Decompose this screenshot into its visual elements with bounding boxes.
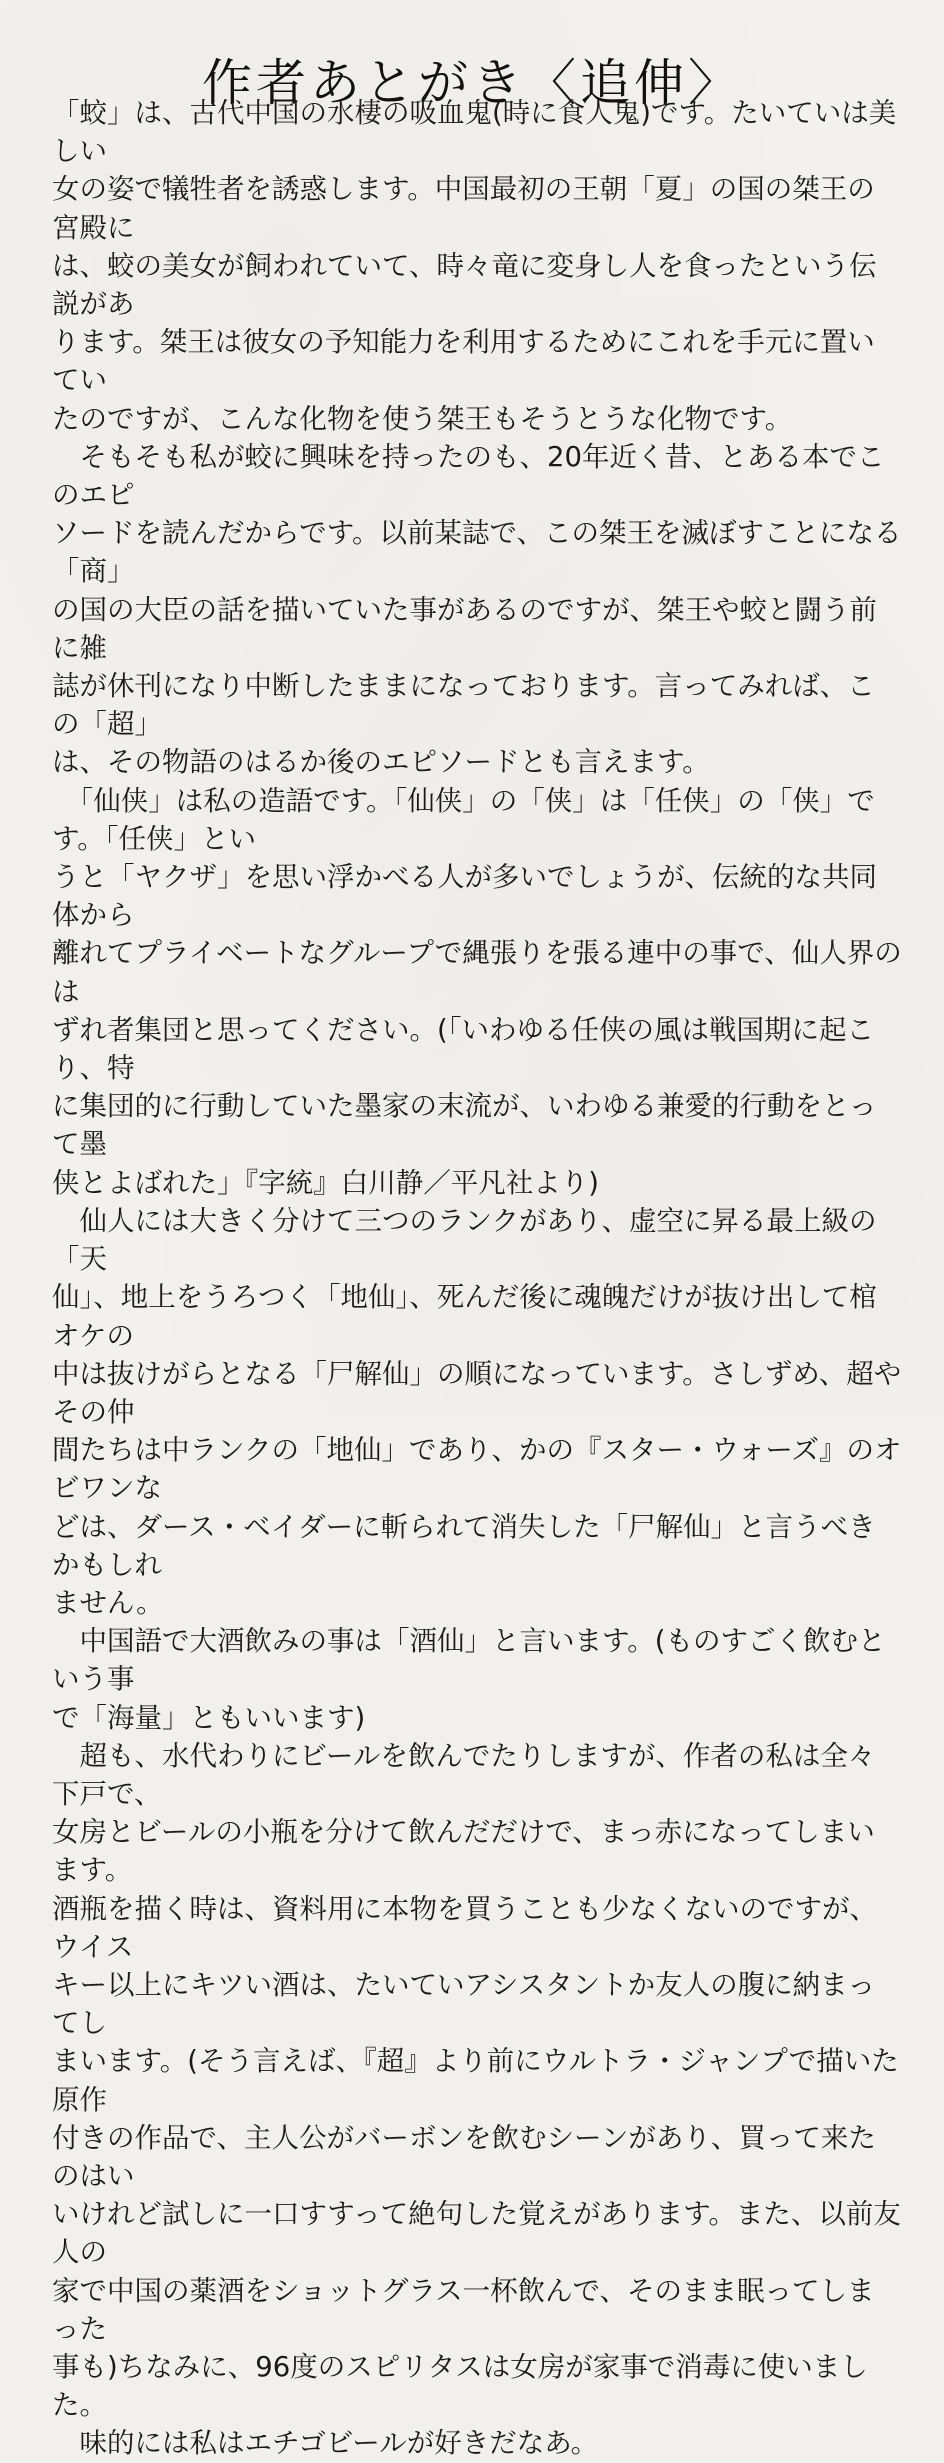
paragraph-5: 中国語で大酒飲みの事は「酒仙」と言います。(ものすごく飲むという事 で「海量」ともいいます) (52, 1625, 886, 1734)
paragraph-7: 味的には私はエチゴビールが好きだなあ。 (52, 2427, 599, 2460)
page-title: 作者あとがき〈追伸〉 (202, 53, 742, 112)
paragraph-3: 「仙侠」は私の造語です。「仙侠」の「侠」は「任侠」の「侠」です。「任侠」とい うと「ヤクザ」を思い浮かべる人が多いでしょうが、伝統的な共同体から 離れてプライベートなグループで縄張りを張る連中の事で、仙人界のは ずれ者集団と思ってください。(「いわゆる任侠の風は戦国期に起こり、特 に集団的に行動していた墨家の末流が、いわゆる兼愛的行動をとって墨 侠とよばれた」『字統』白川静／平凡社より) (52, 784, 902, 1199)
paragraph-1: 「蛟」は、古代中国の水棲の吸血鬼(時に食人鬼)です。たいていは美しい 女の姿で犠牲者を誘惑します。中国最初の王朝「夏」の国の桀王の宮殿に は、蛟の美女が飼われていて、時々竜に変身し人を食ったという伝説があ ります。桀王は彼女の予知能力を利用するためにこれを手元に置いてい たのですが、こんな化物を使う桀王もそうとうな化物です。 (52, 97, 897, 435)
paragraph-2: そもそも私が蛟に興味を持ったのも、20年近く昔、とある本でこのエピ ソードを読んだからです。以前某誌で、この桀王を滅ぼすことになる「商」 の国の大臣の話を描いていた事があるのですが、桀王や蛟と闘う前に雑 誌が休刊になり中断したままになっております。言ってみれば、この「超」 は、その物語のはるか後のエピソードとも言えます。 (52, 440, 902, 779)
paragraph-6: 超も、水代わりにビールを飲んでたりしますが、作者の私は全々下戸で、 女房とビールの小瓶を分けて飲んだだけで、まっ赤になってしまいます。 酒瓶を描く時は、資料用に本物を買うことも少なくないのですが、ウイス キー以上にキツい酒は、たいていアシスタントか友人の腹に納まってし まいます。(そう言えば、『超』より前にウルトラ・ジャンプで描いた原作 付きの作品で、主人公がバーボンを飲むシーンがあり、買って来たのはい いけれど試しに一口すすって絶句した覚えがあります。また、以前友人の 家で中国の薬酒をショットグラス一杯飲んで、そのまま眠ってしまった 事も)ちなみに、96度のスピリタスは女房が家事で消毒に使いました。 (52, 1739, 901, 2422)
paragraph-4: 仙人には大きく分けて三つのランクがあり、虚空に昇る最上級の「天 仙」、地上をうろつく「地仙」、死んだ後に魂魄だけが抜け出して棺オケの 中は抜けがらとなる「尸解仙」の順になっています。さしずめ、超やその仲 間たちは中ランクの「地仙」であり、かの『スター・ウォーズ』のオビワンな どは、ダース・ベイダーに斬られて消失した「尸解仙」と言うべきかもしれ ません。 (52, 1204, 902, 1619)
afterword-body (52, 94, 902, 2463)
